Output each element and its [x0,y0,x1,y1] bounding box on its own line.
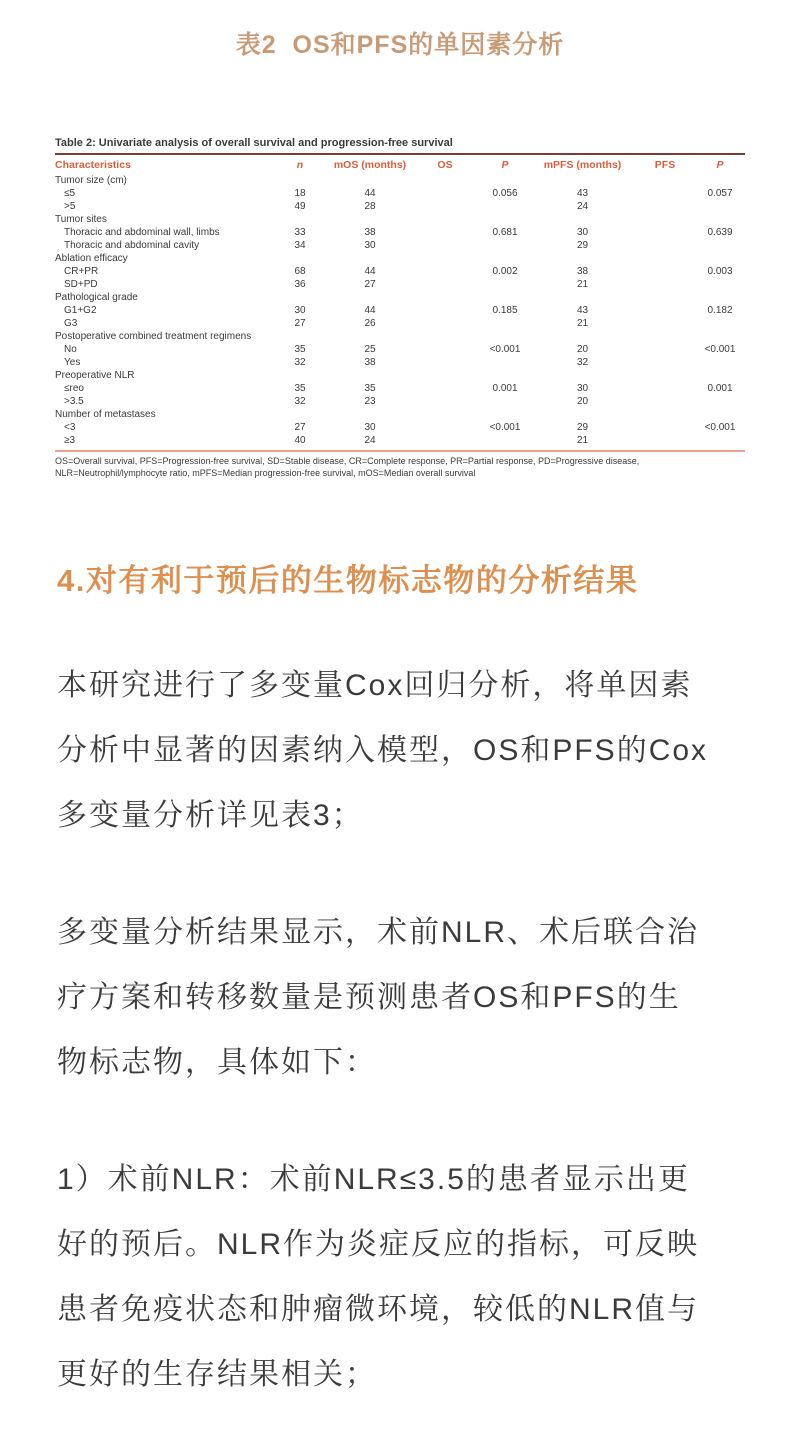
table-cell [410,265,480,278]
univariate-analysis-table [55,155,745,447]
table-cell: 44 [364,266,376,277]
table-cell [635,200,695,213]
table-group-row [55,252,745,265]
table-cell [480,213,530,226]
table-cell: <0.001 [704,344,736,355]
table-cell [480,356,530,369]
table-cell [270,369,330,382]
table-cell [635,330,695,343]
table-row [55,343,745,356]
table-cell [530,330,635,343]
table-cell: 38 [364,227,376,238]
table-cell: 21 [576,318,589,329]
table-cell [635,265,695,278]
table-cell: 49 [294,201,306,212]
table-cell [695,434,745,447]
table-cell: 43 [576,188,589,199]
table-cell: 40 [294,435,306,446]
paragraph-line: 1）术前NLR：术前NLR≤3.5的患者显示出更 [57,1163,690,1196]
article-paragraphs [57,653,800,1407]
row-label: ≤reo [64,383,84,394]
table-cell [330,408,410,421]
paragraph-line: 多变量分析详见表3； [57,799,364,832]
table-cell [270,174,330,187]
table-cell [635,304,695,317]
table-cell [480,278,530,291]
table-cell: 32 [294,396,306,407]
table-cell [695,174,745,187]
table-cell [480,330,530,343]
table-cell [480,291,530,304]
table-group-row [55,213,745,226]
table-cell [695,291,745,304]
table-cell [635,356,695,369]
row-label: Tumor sites [55,214,107,225]
row-label: Number of metastases [55,409,156,420]
table-cell: 25 [364,344,376,355]
table-cell: 30 [364,240,376,251]
table-cell: 35 [294,344,306,355]
table-cell: <0.001 [489,422,521,433]
table-cell [330,213,410,226]
table-cell [635,343,695,356]
table-cell [410,239,480,252]
table-cell: 30 [576,227,589,238]
row-label: Preoperative NLR [55,370,135,381]
table-cell [635,369,695,382]
table-cell [695,200,745,213]
table-cell [695,213,745,226]
table-cell [480,239,530,252]
table-cell: 21 [576,279,589,290]
row-label: Yes [64,357,81,368]
paragraph-line: 多变量分析结果显示，术前NLR、术后联合治 [57,916,700,949]
table-cell [695,369,745,382]
row-label: Postoperative combined treatment regimens [55,331,252,342]
table-row [55,187,745,200]
table-row [55,278,745,291]
table-row [55,239,745,252]
page-title: 表2 OS和PFS的单因素分析 [235,31,565,59]
table-cell: 28 [364,201,376,212]
table-cell [410,434,480,447]
row-label: Tumor size (cm) [55,175,127,186]
table-cell: 0.185 [492,305,518,316]
table-cell [530,213,635,226]
table-cell [530,369,635,382]
table-cell [635,213,695,226]
row-label: G1+G2 [64,305,97,316]
table-cell [410,343,480,356]
table-cell [410,174,480,187]
row-label: <3 [64,422,76,433]
table-group-row [55,291,745,304]
table-cell [635,226,695,239]
table-cell [270,291,330,304]
table-cell: 30 [294,305,306,316]
paragraph-line: 患者免疫状态和肿瘤微环境，较低的NLR值与 [57,1293,700,1326]
table-cell [635,278,695,291]
table-cell [635,252,695,265]
table-cell [410,369,480,382]
table-cell [530,252,635,265]
row-label: No [64,344,77,355]
table-cell: 0.056 [492,188,518,199]
table-caption: Table 2: Univariate analysis of overall survival and progression-free survival [55,137,745,155]
table-cell: <0.001 [489,344,521,355]
table-cell [635,239,695,252]
row-label: ≥3 [64,435,76,446]
table-cell: 20 [576,344,589,355]
table-group-row [55,408,745,421]
table-cell [695,356,745,369]
table-cell: 26 [364,318,376,329]
column-header: P [501,159,509,171]
table-cell: 0.001 [492,383,518,394]
table-cell: 44 [364,188,376,199]
table-cell [635,434,695,447]
table-cell [410,278,480,291]
table-cell [410,213,480,226]
table-cell: 0.681 [492,227,518,238]
column-header: Characteristics [55,159,131,171]
table-cell: 0.003 [707,266,733,277]
table-cell [270,330,330,343]
column-header: PFS [654,159,676,171]
table-cell: 23 [364,396,376,407]
table-cell [410,382,480,395]
row-label: Pathological grade [55,292,138,303]
table-cell [410,226,480,239]
column-header: n [296,159,304,171]
paragraph [57,653,800,848]
table-cell: 27 [364,279,376,290]
table-cell [410,291,480,304]
table-cell [480,252,530,265]
table-cell [635,187,695,200]
table-cell [410,395,480,408]
table-cell [410,200,480,213]
table-cell: 43 [576,305,589,316]
table-cell: 36 [294,279,306,290]
table-cell [480,317,530,330]
row-label: Thoracic and abdominal cavity [64,240,200,251]
table-row [55,434,745,447]
table-cell [635,421,695,434]
table-cell: 0.057 [707,188,733,199]
table-cell [330,291,410,304]
table-cell [270,213,330,226]
table-group-row [55,369,745,382]
table-cell: 27 [294,318,306,329]
table-cell [695,408,745,421]
table-group-row [55,174,745,187]
table-cell [635,291,695,304]
table-cell: 35 [294,383,306,394]
table-cell: <0.001 [704,422,736,433]
paragraph [57,1147,800,1407]
table-cell [635,174,695,187]
table-cell [635,382,695,395]
table-row [55,200,745,213]
table-cell: 0.001 [707,383,733,394]
table-cell: 32 [294,357,306,368]
column-header: mPFS (months) [543,159,622,171]
table-cell: 30 [576,383,589,394]
table-cell [530,408,635,421]
table-cell [270,408,330,421]
table-cell [480,408,530,421]
table-cell [695,239,745,252]
table-cell [480,174,530,187]
row-label: Ablation efficacy [55,253,128,264]
column-header: mOS (months) [333,159,407,171]
column-header: P [716,159,724,171]
table-cell [635,317,695,330]
table-cell [695,278,745,291]
table-row [55,317,745,330]
table2-block [55,137,745,479]
paragraph-line: 分析中显著的因素纳入模型，OS和PFS的Cox [57,734,709,767]
table-row [55,356,745,369]
paragraph-line: 好的预后。NLR作为炎症反应的指标，可反映 [57,1228,700,1261]
column-header: OS [437,159,453,171]
row-label: Thoracic and abdominal wall, limbs [64,227,220,238]
table-cell: 0.639 [707,227,733,238]
table-cell: 29 [576,422,589,433]
table-row [55,395,745,408]
table-cell [410,356,480,369]
table-cell [330,174,410,187]
table-cell [410,317,480,330]
table-cell: 32 [576,357,589,368]
table-footnotes [55,450,745,479]
table-row [55,304,745,317]
table-cell [270,252,330,265]
table-cell: 24 [364,435,376,446]
table-group-row [55,330,745,343]
table-cell: 33 [294,227,306,238]
table-cell [695,252,745,265]
paragraph-line: 更好的生存结果相关； [57,1358,377,1391]
table-cell: 0.182 [707,305,733,316]
table-header-row [55,155,745,174]
table-cell: 29 [576,240,589,251]
table-cell: 21 [576,435,589,446]
table-cell [480,200,530,213]
table-cell [635,408,695,421]
table-cell [530,291,635,304]
table-cell: 20 [576,396,589,407]
table-cell [695,395,745,408]
table-cell: 44 [364,305,376,316]
row-label: >3.5 [64,396,84,407]
table-cell [695,317,745,330]
table-cell [530,174,635,187]
table-row [55,265,745,278]
table-cell [480,395,530,408]
section-heading: 4.对有利于预后的生物标志物的分析结果 [57,563,639,598]
table-cell [410,330,480,343]
table-row [55,421,745,434]
table-cell [480,434,530,447]
paragraph [57,900,800,1095]
table-cell: 27 [294,422,306,433]
row-label: G3 [64,318,78,329]
table-cell [410,304,480,317]
table-cell [695,330,745,343]
table-row [55,382,745,395]
table-cell [480,369,530,382]
table-cell [635,395,695,408]
paragraph-line: 疗方案和转移数量是预测患者OS和PFS的生 [57,981,681,1014]
table-cell [330,252,410,265]
table-cell: 35 [364,383,376,394]
table-cell [330,369,410,382]
table-cell: 30 [364,422,376,433]
table-cell [410,408,480,421]
table-cell [410,421,480,434]
table-cell: 18 [294,188,306,199]
row-label: SD+PD [64,279,98,290]
row-label: CR+PR [64,266,99,277]
table-cell: 38 [364,357,376,368]
footnote-line: NLR=Neutrophil/lymphocyte ratio, mPFS=Median progression-free survival, mOS=Median overall survival [55,467,476,478]
row-label: >5 [64,201,76,212]
table-cell [410,252,480,265]
table-cell [410,187,480,200]
table-cell: 0.002 [492,266,518,277]
row-label: ≤5 [64,188,76,199]
table-cell: 68 [294,266,306,277]
table-row [55,226,745,239]
footnote-line: OS=Overall survival, PFS=Progression-free survival, SD=Stable disease, CR=Complete response, PR=Partial response, PD=Progressive disease, [55,456,640,466]
table-cell [330,330,410,343]
table-cell: 24 [576,201,589,212]
table-cell: 34 [294,240,306,251]
paragraph-line: 物标志物，具体如下： [57,1046,377,1079]
table-cell: 38 [576,266,589,277]
paragraph-line: 本研究进行了多变量Cox回归分析，将单因素 [57,669,693,702]
